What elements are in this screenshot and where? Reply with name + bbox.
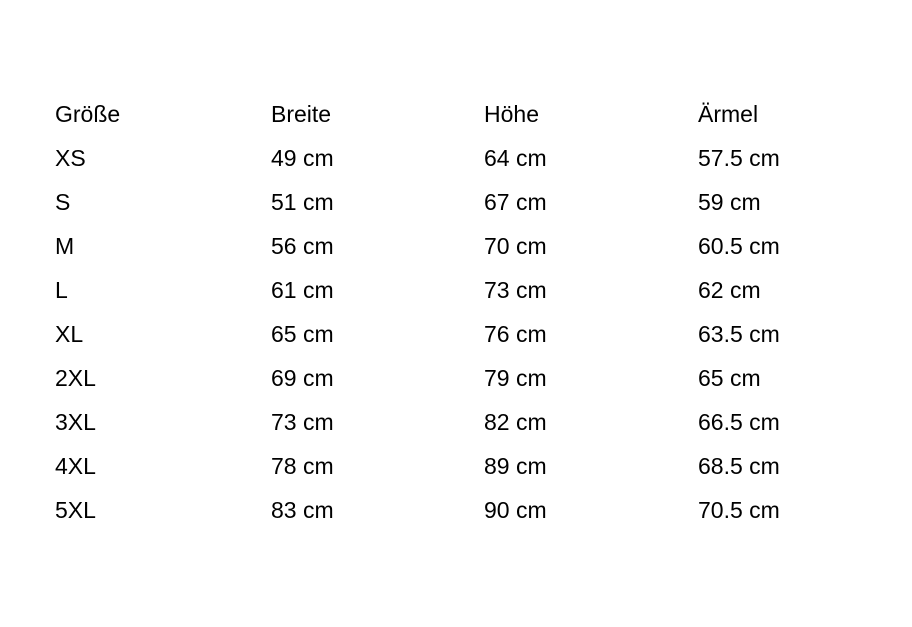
- table-row: [55, 488, 912, 532]
- column-header-sleeve: Ärmel: [698, 101, 759, 127]
- table-row: [55, 444, 912, 488]
- cell-width: 65 cm: [271, 321, 334, 347]
- cell-width: 73 cm: [271, 409, 334, 435]
- cell-width: 78 cm: [271, 453, 334, 479]
- table-row: [55, 268, 912, 312]
- cell-width: 69 cm: [271, 365, 334, 391]
- cell-sleeve: 57.5 cm: [698, 145, 780, 171]
- table-body: [55, 136, 912, 532]
- table-row: [55, 136, 912, 180]
- cell-size: 5XL: [55, 497, 96, 523]
- cell-height: 76 cm: [484, 321, 547, 347]
- cell-width: 56 cm: [271, 233, 334, 259]
- column-header-width: Breite: [271, 101, 332, 127]
- cell-height: 79 cm: [484, 365, 547, 391]
- table-row: [55, 180, 912, 224]
- table-header-row: [55, 92, 912, 136]
- cell-sleeve: 62 cm: [698, 277, 761, 303]
- cell-sleeve: 65 cm: [698, 365, 761, 391]
- cell-size: 2XL: [55, 365, 96, 391]
- column-header-height: Höhe: [484, 101, 539, 127]
- cell-sleeve: 60.5 cm: [698, 233, 780, 259]
- cell-size: 4XL: [55, 453, 96, 479]
- cell-height: 82 cm: [484, 409, 547, 435]
- cell-sleeve: 63.5 cm: [698, 321, 780, 347]
- cell-width: 61 cm: [271, 277, 334, 303]
- table-row: [55, 312, 912, 356]
- cell-height: 90 cm: [484, 497, 547, 523]
- table-row: [55, 224, 912, 268]
- cell-sleeve: 59 cm: [698, 189, 761, 215]
- cell-height: 67 cm: [484, 189, 547, 215]
- size-chart-table: [55, 92, 912, 532]
- cell-width: 51 cm: [271, 189, 334, 215]
- cell-sleeve: 66.5 cm: [698, 409, 780, 435]
- cell-sleeve: 70.5 cm: [698, 497, 780, 523]
- cell-size: S: [55, 189, 71, 215]
- cell-size: XL: [55, 321, 84, 347]
- cell-width: 83 cm: [271, 497, 334, 523]
- table-row: [55, 356, 912, 400]
- cell-size: M: [55, 233, 75, 259]
- cell-height: 70 cm: [484, 233, 547, 259]
- cell-size: XS: [55, 145, 86, 171]
- cell-height: 73 cm: [484, 277, 547, 303]
- table-row: [55, 400, 912, 444]
- cell-size: 3XL: [55, 409, 96, 435]
- cell-sleeve: 68.5 cm: [698, 453, 780, 479]
- cell-height: 89 cm: [484, 453, 547, 479]
- column-header-size: Größe: [55, 101, 121, 127]
- cell-size: L: [55, 277, 68, 303]
- cell-width: 49 cm: [271, 145, 334, 171]
- cell-height: 64 cm: [484, 145, 547, 171]
- table-header: [55, 92, 912, 136]
